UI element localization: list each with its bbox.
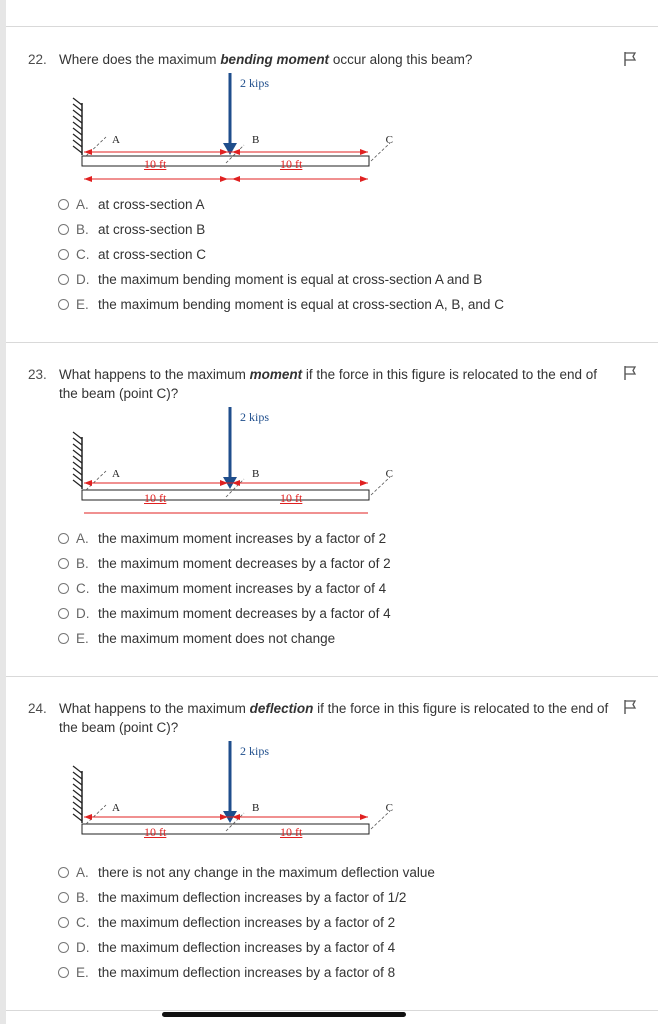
dimension-arrows	[84, 147, 374, 157]
question-24	[6, 677, 658, 1011]
radio-button[interactable]	[58, 892, 69, 903]
load-arrow	[223, 407, 237, 489]
fixed-wall-support	[73, 98, 82, 155]
radio-button[interactable]	[58, 942, 69, 953]
question-emphasis: bending moment	[220, 52, 330, 67]
dimension-left: 10 ft	[144, 825, 167, 839]
cantilever-beam-diagram	[68, 71, 393, 175]
option-e[interactable]: E. the maximum moment does not change	[58, 626, 391, 651]
radio-button[interactable]	[58, 224, 69, 235]
load-arrow	[223, 73, 237, 155]
question-text: Where does the maximum bending moment occur along this beam?	[59, 52, 473, 67]
dimension-right: 10 ft	[280, 491, 303, 505]
question-emphasis: deflection	[249, 701, 314, 716]
flag-icon[interactable]	[622, 365, 638, 381]
option-c[interactable]: C. at cross-section C	[58, 242, 504, 267]
radio-button[interactable]	[58, 867, 69, 878]
fixed-wall-support	[73, 766, 82, 823]
dimension-line	[84, 176, 368, 182]
option-b[interactable]: B. the maximum deflection increases by a factor of 1/2	[58, 885, 435, 910]
beam-figure	[68, 405, 393, 509]
options-list	[58, 192, 504, 317]
radio-button[interactable]	[58, 299, 69, 310]
question-text: What happens to the maximum moment if the force in this figure is relocated to the end of the beam (point C)?	[59, 367, 598, 401]
load-label: 2 kips	[240, 744, 270, 758]
fixed-wall-support	[73, 432, 82, 489]
radio-button[interactable]	[58, 558, 69, 569]
question-number: 24.	[28, 701, 47, 716]
radio-button[interactable]	[58, 199, 69, 210]
radio-button[interactable]	[58, 917, 69, 928]
cantilever-beam-diagram	[68, 405, 393, 509]
radio-button[interactable]	[58, 967, 69, 978]
beam	[82, 490, 369, 500]
question-23	[6, 343, 658, 677]
flag-icon[interactable]	[622, 699, 638, 715]
load-label: 2 kips	[240, 410, 270, 424]
option-b[interactable]: B. the maximum moment decreases by a factor of 2	[58, 551, 391, 576]
beam-figure	[68, 71, 393, 175]
radio-button[interactable]	[58, 533, 69, 544]
dimension-right: 10 ft	[280, 825, 303, 839]
option-a[interactable]: A. at cross-section A	[58, 192, 504, 217]
dimension-right: 10 ft	[280, 157, 303, 171]
radio-button[interactable]	[58, 583, 69, 594]
question-emphasis: moment	[249, 367, 303, 382]
option-c[interactable]: C. the maximum deflection increases by a factor of 2	[58, 910, 435, 935]
label-point-c: C	[385, 134, 393, 146]
cantilever-beam-diagram	[68, 739, 393, 843]
load-label: 2 kips	[240, 76, 270, 90]
label-point-b: B	[252, 468, 260, 480]
label-point-b: B	[252, 802, 260, 814]
dimension-arrows	[84, 478, 374, 488]
label-point-b: B	[252, 134, 260, 146]
dimension-arrows	[84, 812, 374, 822]
option-d[interactable]: D. the maximum moment decreases by a factor of 4	[58, 601, 391, 626]
dimension-left: 10 ft	[144, 491, 167, 505]
option-c[interactable]: C. the maximum moment increases by a factor of 4	[58, 576, 391, 601]
question-number: 23.	[28, 367, 47, 382]
flag-icon[interactable]	[622, 51, 638, 67]
dimension-left: 10 ft	[144, 157, 167, 171]
option-e[interactable]: E. the maximum deflection increases by a factor of 8	[58, 960, 435, 985]
option-d[interactable]: D. the maximum bending moment is equal at cross-section A and B	[58, 267, 504, 292]
load-arrow	[223, 741, 237, 823]
option-a[interactable]: A. the maximum moment increases by a factor of 2	[58, 526, 391, 551]
label-point-a: A	[112, 468, 120, 480]
question-text: What happens to the maximum deflection if the force in this figure is relocated to the end of the beam (point C)?	[59, 701, 609, 735]
label-point-c: C	[385, 802, 393, 814]
radio-button[interactable]	[58, 274, 69, 285]
label-point-a: A	[112, 802, 120, 814]
option-d[interactable]: D. the maximum deflection increases by a factor of 4	[58, 935, 435, 960]
radio-button[interactable]	[58, 249, 69, 260]
option-b[interactable]: B. at cross-section B	[58, 217, 504, 242]
home-indicator[interactable]	[162, 1012, 406, 1017]
question-number: 22.	[28, 52, 47, 67]
beam-figure	[68, 739, 393, 843]
beam	[82, 824, 369, 834]
beam	[82, 156, 369, 166]
option-a[interactable]: A. there is not any change in the maximum deflection value	[58, 860, 435, 885]
options-list	[58, 860, 435, 985]
options-list	[58, 526, 391, 651]
option-e[interactable]: E. the maximum bending moment is equal at cross-section A, B, and C	[58, 292, 504, 317]
radio-button[interactable]	[58, 608, 69, 619]
question-22	[6, 27, 658, 343]
radio-button[interactable]	[58, 633, 69, 644]
label-point-c: C	[385, 468, 393, 480]
label-point-a: A	[112, 134, 120, 146]
